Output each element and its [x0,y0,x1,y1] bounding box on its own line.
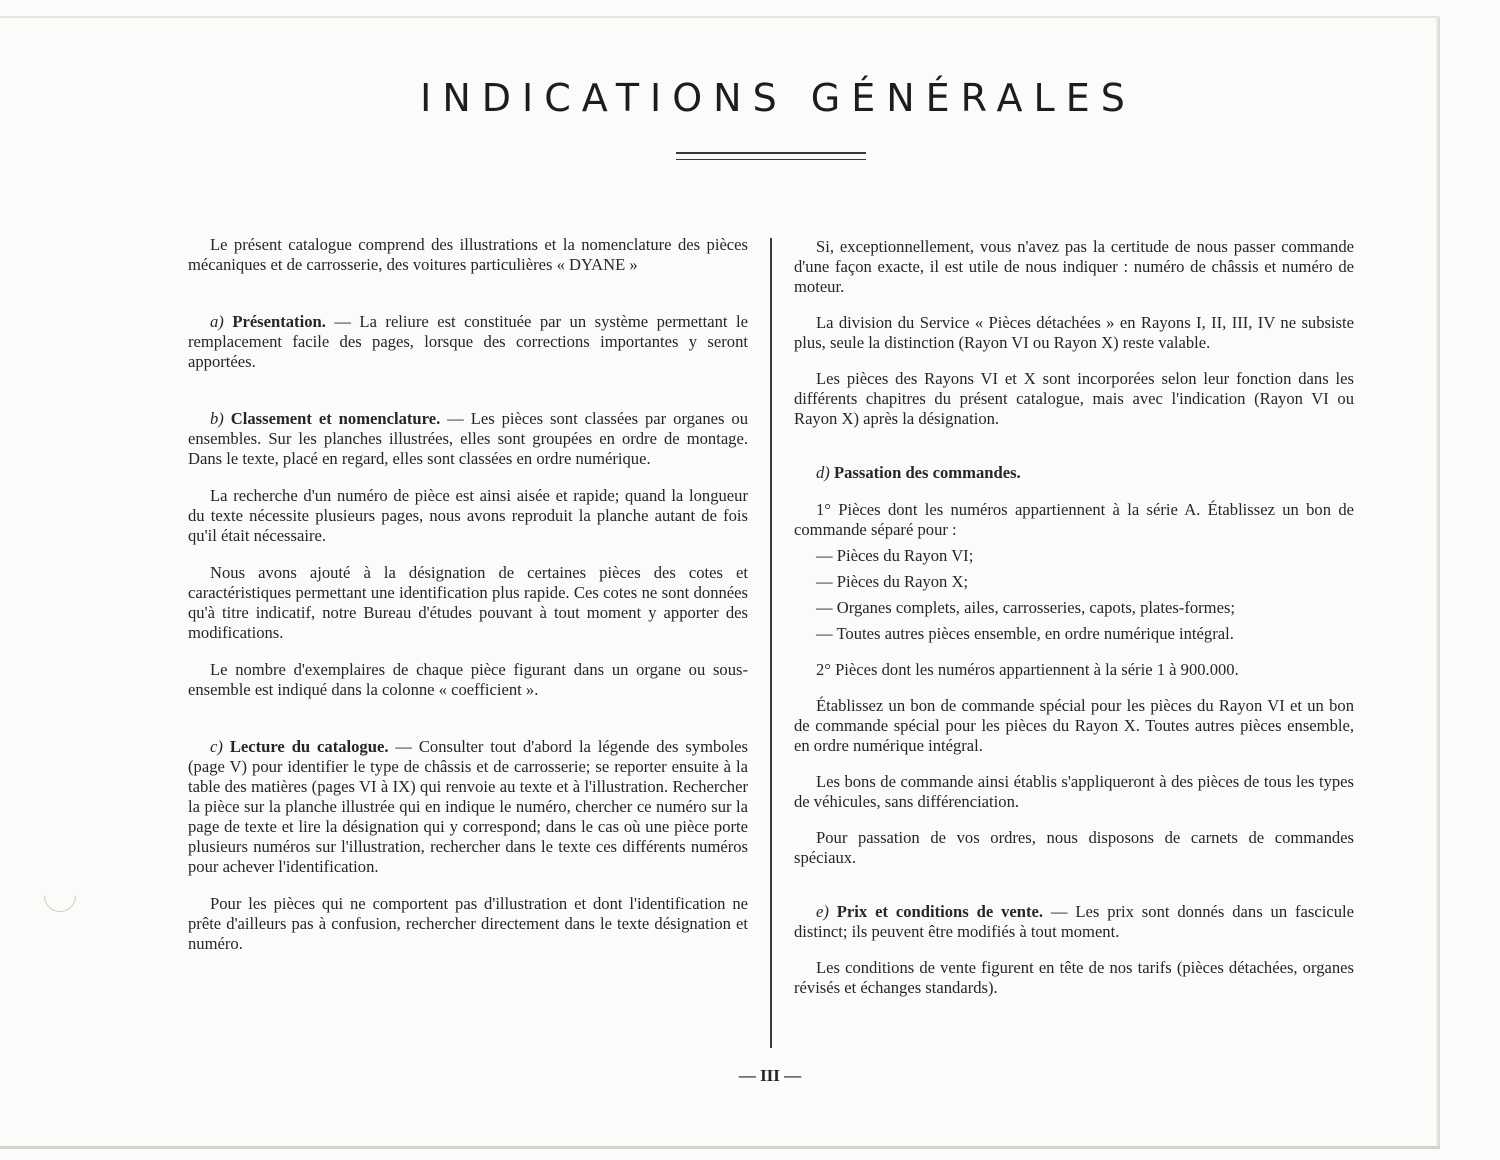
section-b-label: b) [210,409,224,428]
section-e-text: — Les prix sont donnés dans un fascicule distinct; ils peuvent être modifiés à tout moment. [794,902,1354,941]
section-d-label: d) [816,463,830,482]
section-d-passation [794,463,1354,483]
title-double-rule [676,152,866,160]
section-a-presentation [188,312,748,372]
right-column [794,237,1354,998]
illustration-paragraph: Pour les pièces qui ne comportent pas d'illustration et dont l'identification ne prête d'ailleurs pas à confusion, rechercher directement dans le texte désignation et numéro. [188,894,748,953]
column-divider [770,238,772,1048]
list-item: — Toutes autres pièces ensemble, en ordre numérique intégral. [816,624,1234,643]
list-item: — Pièces du Rayon VI; [816,546,974,565]
page-top-edge [0,16,1440,18]
section-d-heading: Passation des commandes. [833,463,1021,482]
section-e-heading: Prix et conditions de vente. [836,902,1043,921]
conditions-paragraph: Les conditions de vente figurent en tête de nos tarifs (pièces détachées, organes révisés et échanges standards). [794,958,1354,997]
intro-paragraph: Le présent catalogue comprend des illustrations et la nomenclature des pièces mécaniques et de carrosserie, des voitures particulières « DYANE » [188,235,748,274]
certitude-paragraph: Si, exceptionnellement, vous n'avez pas la certitude de nous passer commande d'une façon exacte, il est utile de nous indiquer : numéro de châssis et numéro de moteur. [794,237,1354,296]
section-e-label: e) [816,902,829,921]
serie-1-paragraph: 2° Pièces dont les numéros appartiennent à la série 1 à 900.000. [816,660,1239,679]
section-a-text: — La reliure est constituée par un système permettant le remplacement facile des pages, lorsque des corrections importantes y seront apportées. [188,312,748,371]
nombre-paragraph: Le nombre d'exemplaires de chaque pièce figurant dans un organe ou sous-ensemble est indiqué dans la colonne « coefficient ». [188,660,748,699]
recherche-paragraph: La recherche d'un numéro de pièce est ainsi aisée et rapide; quand la longueur du texte nécessite plusieurs pages, nous avons reproduit la planche autant de fois qu'il était nécessaire. [188,486,748,545]
special-paragraph: Établissez un bon de commande spécial pour les pièces du Rayon VI et un bon de commande spécial pour les pièces du Rayon X. Toutes autres pièces ensemble, en ordre numérique intégral. [794,696,1354,755]
page-title: INDICATIONS GÉNÉRALES [420,76,1136,120]
rayons-paragraph: Les pièces des Rayons VI et X sont incorporées selon leur fonction dans les différents chapitres du présent catalogue, mais avec l'indication (Rayon VI ou Rayon X) après la désignation. [794,369,1354,428]
section-c-lecture [188,737,748,877]
page-bottom-edge [0,1146,1440,1149]
list-item: — Organes complets, ailes, carrosseries, capots, plates-formes; [816,598,1236,617]
division-paragraph: La division du Service « Pièces détachées » en Rayons I, II, III, IV ne subsiste plus, seule la distinction (Rayon VI ou Rayon X) reste valable. [794,313,1354,352]
section-a-label: a) [210,312,224,331]
section-c-label: c) [210,737,223,756]
punch-hole-mark [37,873,82,918]
section-c-text: — Consulter tout d'abord la légende des symboles (page V) pour identifier le type de châssis et de carrosserie; se reporter ensuite à la table des matières (pages VI à IX) qui renvoie au texte et à l'illustration. Rechercher la pièce sur la planche illustrée qui en indique le numéro, chercher ce numéro sur la page de texte et lire la désignation qui y correspond; dans le cas où une pièce porte plusieurs numéros sur l'illustration, rechercher dans le texte ces différents numéros pour achever l'identification. [188,737,749,876]
serie-a-paragraph: 1° Pièces dont les numéros appartiennent à la série A. Établissez un bon de commande séparé pour : [794,500,1354,539]
section-b-classement [188,409,748,469]
carnets-paragraph: Pour passation de vos ordres, nous disposons de carnets de commandes spéciaux. [794,828,1354,867]
list-item: — Pièces du Rayon X; [816,572,969,591]
page-right-edge [1436,18,1440,1148]
cotes-paragraph: Nous avons ajouté à la désignation de certaines pièces des cotes et caractéristiques permettant une identification plus rapide. Ces cotes ne sont données qu'à titre indicatif, notre Bureau d'études pouvant à tout moment y apporter des modifications. [188,563,748,642]
section-b-heading: Classement et nomenclature. [230,409,441,428]
section-e-prix [794,902,1354,942]
bons-paragraph: Les bons de commande ainsi établis s'appliqueront à des pièces de tous les types de véhicules, sans différenciation. [794,772,1354,811]
section-b-text: — Les pièces sont classées par organes ou ensembles. Sur les planches illustrées, elles sont groupées en ordre de montage. Dans le texte, placé en regard, elles sont classées en ordre numérique. [188,409,748,468]
section-a-heading: Présentation. [232,312,326,331]
left-column [188,235,748,954]
section-c-heading: Lecture du catalogue. [229,737,389,756]
page-number: — III — [738,1066,802,1085]
